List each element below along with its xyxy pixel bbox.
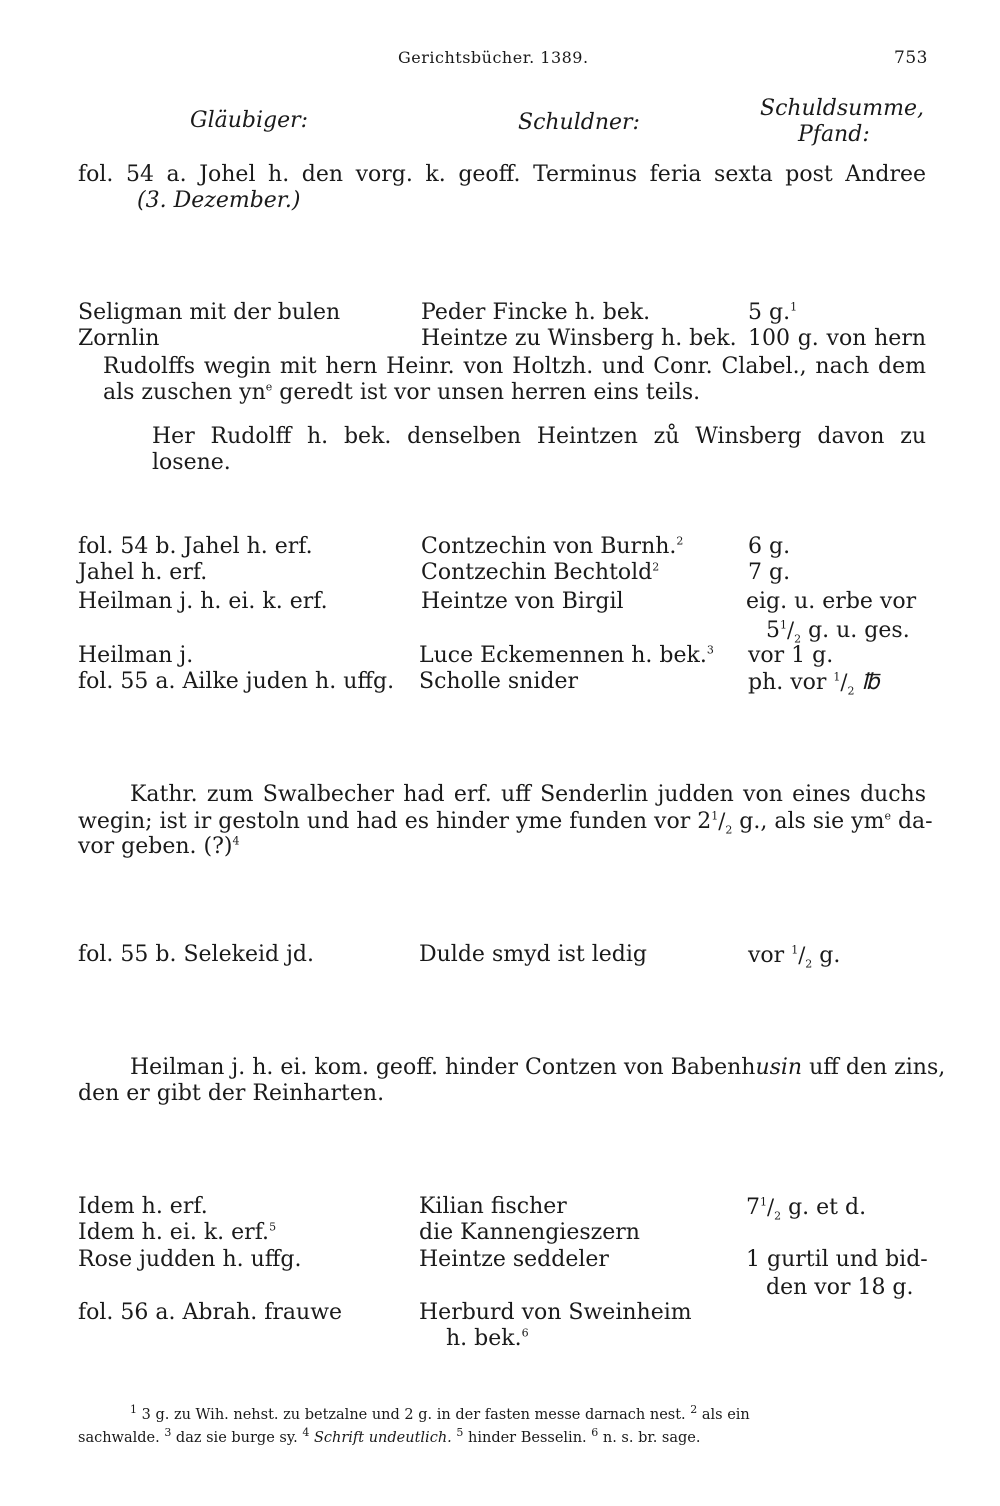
sum-vor-half-g: vor $^1/_2$ g. xyxy=(748,943,841,971)
debtor-kilian-fischer: Kilian fischer xyxy=(419,1194,567,1219)
sum-6g: 6 g. xyxy=(748,534,791,559)
column-header-sum: Schuldsumme, xyxy=(760,96,925,121)
debtor-kannengieszern: die Kannengieszern xyxy=(419,1220,640,1245)
footnote-line-2: sachwalde. $^3$ daz sie burge sy. $^4$ Schrift undeutlich. $^5$ hinder Besselin. $^6$ n. s. br. sage. xyxy=(78,1426,701,1446)
sum-100g: 100 g. von hern xyxy=(748,326,926,351)
paragraph-her-rudolff: Her Rudolff h. bek. denselben Heintzen zů Winsberg davon zu losene. xyxy=(152,424,926,475)
debtor-herburd-cont: h. bek.$^6$ xyxy=(446,1326,529,1351)
entry-continuation-1: Rudolffs wegin mit hern Heinr. von Holtzh. und Conr. Clabel., nach dem xyxy=(103,354,926,379)
creditor-zornlin: Zornlin xyxy=(78,326,160,351)
debtor-scholle-snider: Scholle snider xyxy=(419,669,579,694)
creditor-ailke: fol. 55 a. Ailke juden h. uffg. xyxy=(78,669,395,694)
footnote-line-1: $^1$ 3 g. zu Wih. nehst. zu betzalne und 2 g. in der fasten messe darnach nest. $^2$ als ein xyxy=(130,1403,750,1423)
running-header-title: Gerichtsbücher. 1389. xyxy=(398,48,589,67)
debtor-heintze-seddeler: Heintze seddeler xyxy=(419,1247,609,1272)
page-number: 753 xyxy=(894,48,928,68)
entry-continuation-2: als zuschen $yn^e$ geredt ist vor unsen herren eins teils. xyxy=(103,380,701,405)
debtor-peder-fincke: Peder Fincke h. bek. xyxy=(421,300,651,325)
sum-gurtil: 1 gurtil und bid- xyxy=(746,1247,928,1272)
paragraph-kathr-3: vor geben. (?)$^4$ xyxy=(78,834,240,859)
debtor-heintze-winsberg: Heintze zu Winsberg h. bek. xyxy=(421,326,737,351)
debtor-contzechin-burnh: Contzechin von Burnh.$^2$ xyxy=(421,534,684,559)
footnote-ref: 1 xyxy=(790,300,798,314)
debtor-dulde-smyd: Dulde smyd ist ledig xyxy=(419,942,648,967)
debtor-luce-eckemennen: Luce Eckemennen h. bek.$^3$ xyxy=(419,643,714,668)
creditor-rose: Rose judden h. uffg. xyxy=(78,1247,302,1272)
creditor-heilman: Heilman j. xyxy=(78,643,194,668)
sum-7g: 7 g. xyxy=(748,560,791,585)
column-header-creditor: Gläubiger: xyxy=(190,108,309,133)
creditor-abrah-frauwe: fol. 56 a. Abrah. frauwe xyxy=(78,1300,343,1325)
paragraph-heilman-2: den er gibt der Reinharten. xyxy=(78,1081,385,1106)
sum-eig-erbe: eig. u. erbe vor xyxy=(746,589,917,614)
sum-eig-erbe-cont: $5^1/_2$ g. u. ges. xyxy=(766,618,910,646)
creditor-idem-erf: Idem h. erf. xyxy=(78,1194,208,1219)
sum-vor-1g: vor 1 g. xyxy=(748,643,834,668)
sum-5g: 5 g.$^1$ xyxy=(748,300,798,325)
sum-ph-vor: ph. vor $^1/_2$ ℔ xyxy=(748,670,880,698)
column-header-pledge: Pfand: xyxy=(798,122,870,147)
creditor-idem-ei: Idem h. ei. k. erf.$^5$ xyxy=(78,1220,277,1245)
column-header-debtor: Schuldner: xyxy=(518,110,640,135)
creditor-jahel: Jahel h. erf. xyxy=(78,560,208,585)
sum-gurtil-cont: den vor 18 g. xyxy=(766,1275,914,1300)
debtor-heintze-birgil: Heintze von Birgil xyxy=(421,589,624,614)
sum-7-half-g: $7^1/_2$ g. et d. xyxy=(746,1195,867,1223)
entry-fol-54a-line: fol. 54 a. Johel h. den vorg. k. geoff. Terminus feria sexta post Andree xyxy=(78,162,926,187)
paragraph-kathr-2: wegin; ist ir gestoln und had es hinder yme funden vor $2^1/_2$ g., als sie $ym^e$ da- xyxy=(78,809,933,837)
debtor-contzechin-bechtold: Contzechin Bechtold$^2$ xyxy=(421,560,660,585)
paragraph-kathr-1: Kathr. zum Swalbecher had erf. uff Senderlin judden von eines duchs xyxy=(130,782,926,807)
creditor-heilman-erf: Heilman j. h. ei. k. erf. xyxy=(78,589,328,614)
creditor-seligman: Seligman mit der bulen xyxy=(78,300,341,325)
creditor-jahel-fol54b: fol. 54 b. Jahel h. erf. xyxy=(78,534,313,559)
creditor-selekeid: fol. 55 b. Selekeid jd. xyxy=(78,942,314,967)
paragraph-heilman-1: Heilman j. h. ei. kom. geoff. hinder Contzen von Babenhusin uff den zins, xyxy=(130,1055,946,1080)
entry-fol-54a-date: (3. Dezember.) xyxy=(137,188,301,213)
debtor-herburd: Herburd von Sweinheim xyxy=(419,1300,692,1325)
